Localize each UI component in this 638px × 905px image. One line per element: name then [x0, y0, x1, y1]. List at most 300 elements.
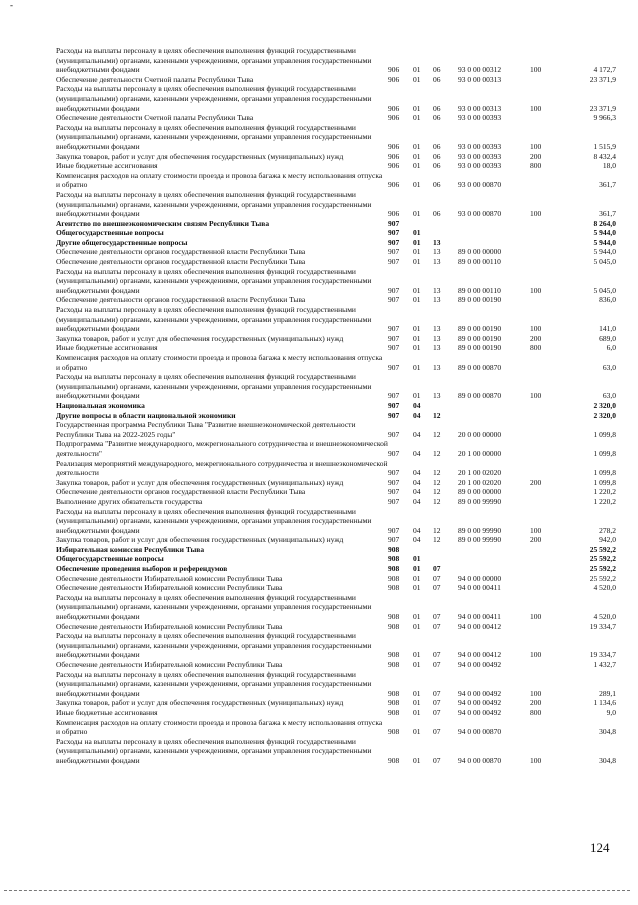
- row-rz: 04: [413, 525, 421, 535]
- row-name: Расходы на выплаты персоналу в целях обеспечения выполнения функций государственными (муниципальными) органами, казенными учреждениями, органами управления государственными внебюджетными фондами: [56, 506, 372, 535]
- row-ved: 907: [388, 487, 400, 497]
- row-rz: 01: [413, 65, 421, 75]
- table-row: [56, 171, 616, 190]
- row-pr: 13: [433, 237, 441, 247]
- row-vr: [530, 411, 566, 421]
- row-name: Компенсация расходов на оплату стоимости проезда и провоза багажа к месту использования отпуска и обратно: [56, 170, 383, 190]
- row-csr: 94 0 00 00411: [458, 583, 501, 593]
- row-pr: 07: [433, 688, 441, 698]
- row-ved: 907: [388, 400, 400, 410]
- row-vr: 100: [530, 391, 542, 401]
- row-rz: [413, 219, 433, 229]
- row-rz: 01: [413, 103, 421, 113]
- row-name: Расходы на выплаты персоналу в целях обеспечения выполнения функций государственными (муниципальными) органами, казенными учреждениями, органами управления государственными внебюджетными фондами: [56, 631, 372, 660]
- row-name: Компенсация расходов на оплату стоимости проезда и провоза багажа к месту использования отпуска и обратно: [56, 717, 383, 737]
- table-row: [56, 497, 616, 507]
- table-row: [56, 372, 616, 401]
- row-name: Национальная экономика: [56, 400, 145, 410]
- row-ved: 906: [388, 65, 400, 75]
- row-csr: 20 1 00 02020: [458, 477, 502, 487]
- row-ved: 906: [388, 103, 400, 113]
- row-rz: 01: [413, 180, 421, 190]
- row-csr: 20 1 00 00000: [458, 448, 502, 458]
- row-vr: [530, 257, 566, 267]
- row-rz: 01: [413, 228, 421, 238]
- row-ved: 908: [388, 698, 400, 708]
- row-ved: 907: [388, 468, 400, 478]
- row-vr: [530, 247, 566, 257]
- row-csr: 89 0 00 99990: [458, 535, 502, 545]
- table-row: [56, 554, 616, 564]
- row-vr: 100: [530, 525, 542, 535]
- row-rz: 04: [413, 468, 421, 478]
- row-ved: 906: [388, 180, 400, 190]
- row-sum: 25 592,2: [589, 544, 616, 554]
- row-name: Расходы на выплаты персоналу в целях обеспечения выполнения функций государственными (муниципальными) органами, казенными учреждениями, органами управления государственными внебюджетными фондами: [56, 122, 372, 151]
- row-sum: 63,0: [602, 362, 616, 372]
- row-csr: 93 0 00 00393: [458, 151, 502, 161]
- row-csr: 20 0 00 00000: [458, 429, 502, 439]
- row-rz: [413, 545, 433, 555]
- table-row: [56, 123, 616, 152]
- row-vr: [530, 459, 566, 478]
- row-vr: [530, 219, 566, 229]
- row-rz: 01: [413, 141, 421, 151]
- row-ved: 907: [388, 333, 400, 343]
- row-vr: 100: [530, 285, 542, 295]
- row-vr: 800: [530, 343, 542, 353]
- row-name: Закупка товаров, работ и услуг для обеспечения государственных (муниципальных) нужд: [56, 477, 344, 487]
- row-csr: 94 0 00 00492: [458, 660, 502, 669]
- row-vr: [530, 554, 566, 564]
- table-row: [56, 478, 616, 488]
- row-pr: [433, 545, 458, 555]
- row-csr: 89 0 00 00000: [458, 487, 502, 497]
- row-ved: 908: [388, 707, 400, 717]
- table-row: [56, 574, 616, 584]
- row-name: Обеспечение деятельности Избирательной комиссии Республики Тыва: [56, 660, 283, 669]
- row-csr: 94 0 00 00412: [458, 621, 502, 631]
- row-csr: [458, 401, 530, 411]
- row-sum: 1 220,2: [593, 496, 616, 506]
- row-rz: 01: [413, 161, 421, 171]
- row-pr: 06: [433, 74, 441, 84]
- row-csr: 20 1 00 02020: [458, 468, 502, 478]
- row-vr: [530, 401, 566, 411]
- row-pr: 06: [433, 65, 441, 75]
- budget-table-body: [56, 46, 616, 766]
- row-ved: 907: [388, 228, 400, 238]
- row-sum: 5 944,0: [593, 237, 616, 247]
- row-vr: 200: [530, 698, 542, 708]
- row-ved: 908: [388, 544, 400, 554]
- row-ved: 906: [388, 113, 400, 123]
- row-sum: 63,0: [602, 391, 616, 401]
- row-pr: 07: [433, 573, 441, 583]
- row-name: Обеспечение деятельности органов государственной власти Республики Тыва: [56, 257, 306, 267]
- row-sum: 1 099,8: [593, 477, 616, 487]
- row-csr: 94 0 00 00870: [458, 727, 502, 737]
- row-pr: 13: [433, 391, 441, 401]
- row-pr: 06: [433, 209, 441, 219]
- row-sum: 304,8: [599, 755, 616, 765]
- row-csr: 89 0 00 00190: [458, 343, 502, 353]
- row-rz: 04: [413, 448, 421, 458]
- row-ved: 907: [388, 477, 400, 487]
- row-sum: 19 334,7: [589, 621, 616, 631]
- row-vr: 800: [530, 161, 542, 171]
- row-sum: 5 045,0: [593, 285, 616, 295]
- row-name: Закупка товаров, работ и услуг для обеспечения государственных (муниципальных) нужд: [56, 333, 344, 343]
- row-ved: 906: [388, 209, 400, 219]
- table-row: [56, 631, 616, 660]
- row-rz: 01: [413, 333, 421, 343]
- row-csr: 94 0 00 00000: [458, 573, 502, 583]
- row-pr: 13: [433, 295, 441, 305]
- table-row: [56, 583, 616, 593]
- row-sum: 1 134,6: [593, 698, 616, 708]
- row-rz: 01: [413, 554, 421, 564]
- table-row: [56, 401, 616, 411]
- row-pr: 12: [433, 487, 441, 497]
- row-pr: [433, 219, 458, 229]
- row-name: Общегосударственные вопросы: [56, 554, 164, 564]
- row-csr: 93 0 00 00870: [458, 209, 502, 219]
- row-name: Расходы на выплаты персоналу в целях обеспечения выполнения функций государственными (муниципальными) органами, казенными учреждениями, органами управления государственными внебюджетными фондами: [56, 266, 372, 295]
- row-ved: 908: [388, 650, 400, 660]
- row-rz: 04: [413, 487, 421, 497]
- row-vr: [530, 171, 566, 190]
- row-pr: 06: [433, 161, 441, 171]
- row-csr: 89 0 00 00190: [458, 324, 502, 334]
- row-sum: 2 320,0: [593, 410, 616, 420]
- row-ved: 908: [388, 564, 400, 574]
- row-pr: 07: [433, 650, 441, 660]
- row-name: Обеспечение деятельности Избирательной комиссии Республики Тыва: [56, 573, 283, 583]
- row-sum: 278,2: [599, 525, 616, 535]
- row-sum: 25 592,2: [589, 573, 616, 583]
- row-vr: [530, 718, 566, 737]
- row-csr: 89 0 00 99990: [458, 496, 502, 506]
- row-csr: 94 0 00 00870: [458, 755, 502, 765]
- row-sum: 4 520,0: [593, 612, 616, 622]
- row-ved: 907: [388, 525, 400, 535]
- row-pr: 12: [433, 477, 441, 487]
- table-row: [56, 257, 616, 267]
- row-ved: 908: [388, 554, 400, 564]
- table-row: [56, 535, 616, 545]
- row-name: Обеспечение деятельности Избирательной комиссии Республики Тыва: [56, 583, 283, 593]
- table-row: [56, 439, 616, 458]
- table-row: [56, 411, 616, 421]
- row-csr: 89 0 00 00190: [458, 333, 502, 343]
- row-rz: 01: [413, 698, 421, 708]
- row-vr: [530, 660, 566, 670]
- row-csr: 89 0 00 00000: [458, 247, 502, 257]
- row-pr: 13: [433, 257, 441, 267]
- row-csr: 93 0 00 00312: [458, 65, 502, 75]
- row-name: Агентство по внешнеэкономическим связям Республики Тыва: [56, 218, 270, 228]
- row-pr: 07: [433, 621, 441, 631]
- row-csr: [458, 228, 530, 238]
- table-row: [56, 545, 616, 555]
- row-name: Расходы на выплаты персоналу в целях обеспечения выполнения функций государственными (муниципальными) органами, казенными учреждениями, органами управления государственными внебюджетными фондами: [56, 305, 372, 334]
- row-sum: 18,0: [602, 161, 616, 171]
- row-sum: 289,1: [599, 688, 616, 698]
- row-name: Расходы на выплаты персоналу в целях обеспечения выполнения функций государственными (муниципальными) органами, казенными учреждениями, органами управления государственными внебюджетными фондами: [56, 592, 372, 622]
- row-rz: 01: [413, 247, 421, 257]
- row-vr: 200: [530, 333, 542, 343]
- row-sum: 836,0: [599, 295, 616, 305]
- row-rz: 01: [413, 621, 421, 631]
- corner-mark: -: [10, 0, 13, 10]
- row-vr: [530, 545, 566, 555]
- row-name: Закупка товаров, работ и услуг для обеспечения государственных (муниципальных) нужд: [56, 535, 344, 545]
- row-pr: 12: [433, 429, 441, 439]
- row-pr: 13: [433, 343, 441, 353]
- row-sum: 1 432,7: [593, 660, 616, 669]
- row-csr: 94 0 00 00412: [458, 650, 502, 660]
- row-csr: 94 0 00 00492: [458, 688, 502, 698]
- row-ved: 907: [388, 535, 400, 545]
- row-rz: 01: [413, 727, 421, 737]
- row-rz: 04: [413, 410, 421, 420]
- row-ved: 907: [388, 429, 400, 439]
- row-ved: 907: [388, 237, 400, 247]
- row-ved: 906: [388, 151, 400, 161]
- row-name: Обеспечение деятельности Избирательной комиссии Республики Тыва: [56, 621, 283, 631]
- row-rz: 01: [413, 583, 421, 593]
- row-name: Расходы на выплаты персоналу в целях обеспечения выполнения функций государственными (муниципальными) органами, казенными учреждениями, органами управления государственными внебюджетными фондами: [56, 46, 372, 75]
- row-sum: 23 371,9: [589, 103, 616, 113]
- row-sum: 141,0: [599, 324, 616, 334]
- row-csr: 89 0 00 00190: [458, 295, 502, 305]
- row-ved: 907: [388, 410, 400, 420]
- row-sum: 9,0: [606, 707, 616, 717]
- row-ved: 908: [388, 688, 400, 698]
- row-name: Расходы на выплаты персоналу в целях обеспечения выполнения функций государственными (муниципальными) органами, казенными учреждениями, органами управления государственными внебюджетными фондами: [56, 189, 372, 219]
- row-name: Иные бюджетные ассигнования: [56, 707, 158, 717]
- row-name: Реализация мероприятий международного, межрегионального сотрудничества и внешнеэкономической деятельности: [56, 458, 388, 478]
- row-name: Расходы на выплаты персоналу в целях обеспечения выполнения функций государственными (муниципальными) органами, казенными учреждениями, органами управления государственными внебюджетными фондами: [56, 669, 372, 698]
- row-pr: 07: [433, 755, 441, 765]
- row-ved: 907: [388, 343, 400, 353]
- row-name: Расходы на выплаты персоналу в целях обеспечения выполнения функций государственными (муниципальными) органами, казенными учреждениями, органами управления государственными внебюджетными фондами: [56, 84, 372, 113]
- row-rz: 04: [413, 477, 421, 487]
- row-pr: 06: [433, 113, 441, 123]
- row-ved: 908: [388, 727, 400, 737]
- row-csr: 93 0 00 00870: [458, 180, 502, 190]
- row-vr: 100: [530, 612, 542, 622]
- row-rz: 01: [413, 707, 421, 717]
- row-name: Другие вопросы в области национальной экономики: [56, 410, 236, 420]
- row-rz: 04: [413, 535, 421, 545]
- table-row: [56, 593, 616, 622]
- row-ved: 908: [388, 660, 400, 669]
- row-name: Государственная программа Республики Тыва "Развитие внешнеэкономической деятельности Республики Тыва на 2022-2025 годы": [56, 420, 356, 439]
- row-vr: [530, 583, 566, 593]
- row-sum: 8 432,4: [593, 151, 616, 161]
- table-row: [56, 420, 616, 439]
- table-row: [56, 343, 616, 353]
- row-name: Обеспечение деятельности Счетной палаты Республики Тыва: [56, 113, 254, 123]
- row-rz: 01: [413, 324, 421, 334]
- row-rz: 01: [413, 295, 421, 305]
- row-csr: 89 0 00 99990: [458, 525, 502, 535]
- row-pr: 13: [433, 333, 441, 343]
- row-vr: [530, 574, 566, 584]
- row-pr: 06: [433, 141, 441, 151]
- row-pr: 12: [433, 410, 441, 420]
- row-rz: 01: [413, 151, 421, 161]
- row-vr: [530, 295, 566, 305]
- row-pr: 07: [433, 660, 441, 669]
- table-row: [56, 161, 616, 171]
- row-csr: 94 0 00 00411: [458, 612, 501, 622]
- row-pr: 12: [433, 468, 441, 478]
- row-vr: [530, 564, 566, 574]
- row-csr: 93 0 00 00393: [458, 141, 502, 151]
- row-rz: 01: [413, 257, 421, 267]
- row-csr: 89 0 00 00110: [458, 257, 501, 267]
- row-rz: 01: [413, 612, 421, 622]
- row-rz: 01: [413, 74, 421, 84]
- table-row: [56, 718, 616, 737]
- row-pr: 07: [433, 583, 441, 593]
- row-pr: 06: [433, 180, 441, 190]
- table-row: [56, 152, 616, 162]
- table-row: [56, 228, 616, 238]
- row-sum: 5 045,0: [593, 257, 616, 267]
- row-sum: 304,8: [599, 727, 616, 737]
- row-rz: 04: [413, 429, 421, 439]
- row-sum: 1 099,8: [593, 448, 616, 458]
- row-sum: 1 099,8: [593, 429, 616, 439]
- row-sum: 23 371,9: [589, 74, 616, 84]
- table-row: [56, 737, 616, 766]
- row-sum: 4 172,7: [593, 65, 616, 75]
- table-row: [56, 190, 616, 219]
- row-vr: 100: [530, 141, 542, 151]
- row-pr: 13: [433, 324, 441, 334]
- row-name: Иные бюджетные ассигнования: [56, 161, 158, 171]
- row-csr: 89 0 00 00870: [458, 362, 502, 372]
- row-sum: 9 966,3: [593, 113, 616, 123]
- row-rz: 01: [413, 113, 421, 123]
- row-sum: 1 515,9: [593, 141, 616, 151]
- row-name: Обеспечение деятельности органов государственной власти Республики Тыва: [56, 295, 306, 305]
- row-ved: 907: [388, 362, 400, 372]
- row-vr: [530, 497, 566, 507]
- row-csr: 94 0 00 00492: [458, 698, 502, 708]
- row-csr: 94 0 00 00492: [458, 707, 502, 717]
- row-sum: 361,7: [599, 209, 616, 219]
- row-sum: 689,0: [599, 333, 616, 343]
- row-sum: 2 320,0: [593, 400, 616, 410]
- row-vr: [530, 353, 566, 372]
- table-row: [56, 267, 616, 296]
- row-vr: 100: [530, 755, 542, 765]
- row-ved: 907: [388, 218, 400, 228]
- row-csr: 89 0 00 00870: [458, 391, 502, 401]
- row-ved: 907: [388, 257, 400, 267]
- row-name: Расходы на выплаты персоналу в целях обеспечения выполнения функций государственными (муниципальными) органами, казенными учреждениями, органами управления государственными внебюджетными фондами: [56, 372, 372, 401]
- row-sum: 25 592,2: [589, 554, 616, 564]
- footer-divider: [4, 890, 630, 891]
- row-vr: [530, 75, 566, 85]
- row-pr: 07: [433, 727, 441, 737]
- row-ved: 908: [388, 621, 400, 631]
- table-row: [56, 670, 616, 699]
- row-pr: 07: [433, 698, 441, 708]
- row-vr: 100: [530, 209, 542, 219]
- table-row: [56, 305, 616, 334]
- row-csr: 93 0 00 00313: [458, 103, 502, 113]
- row-rz: 01: [413, 564, 421, 574]
- row-vr: [530, 439, 566, 458]
- row-rz: 01: [413, 391, 421, 401]
- row-ved: 907: [388, 448, 400, 458]
- table-row: [56, 84, 616, 113]
- row-rz: 01: [413, 285, 421, 295]
- row-pr: [433, 228, 458, 238]
- table-row: [56, 334, 616, 344]
- row-sum: 942,0: [599, 535, 616, 545]
- row-vr: 100: [530, 103, 542, 113]
- row-csr: [458, 238, 530, 248]
- row-pr: 07: [433, 564, 441, 574]
- row-vr: [530, 487, 566, 497]
- row-rz: 01: [413, 209, 421, 219]
- row-csr: 93 0 00 00393: [458, 161, 502, 171]
- row-csr: [458, 564, 530, 574]
- table-row: [56, 698, 616, 708]
- row-ved: 907: [388, 496, 400, 506]
- table-row: [56, 564, 616, 574]
- table-row: [56, 113, 616, 123]
- row-csr: 93 0 00 00393: [458, 113, 502, 123]
- row-vr: 100: [530, 688, 542, 698]
- row-name: Компенсация расходов на оплату стоимости проезда и провоза багажа к месту использования отпуска и обратно: [56, 353, 383, 372]
- row-pr: 06: [433, 103, 441, 113]
- row-pr: 06: [433, 151, 441, 161]
- row-ved: 908: [388, 573, 400, 583]
- row-rz: 01: [413, 362, 421, 372]
- budget-table: [56, 46, 616, 766]
- row-name: Иные бюджетные ассигнования: [56, 343, 158, 353]
- table-row: [56, 353, 616, 372]
- row-sum: 25 592,2: [589, 564, 616, 574]
- table-row: [56, 708, 616, 718]
- row-name: Другие общегосударственные вопросы: [56, 237, 188, 247]
- row-rz: 01: [413, 343, 421, 353]
- row-ved: 907: [388, 285, 400, 295]
- row-name: Закупка товаров, работ и услуг для обеспечения государственных (муниципальных) нужд: [56, 151, 344, 161]
- row-sum: 8 264,0: [593, 218, 616, 228]
- row-pr: 07: [433, 612, 441, 622]
- row-pr: 13: [433, 362, 441, 372]
- row-pr: 12: [433, 448, 441, 458]
- table-row: [56, 75, 616, 85]
- row-vr: 200: [530, 151, 542, 161]
- row-vr: 100: [530, 650, 542, 660]
- row-ved: 908: [388, 755, 400, 765]
- row-name: Общегосударственные вопросы: [56, 228, 164, 238]
- row-pr: 12: [433, 496, 441, 506]
- row-csr: 93 0 00 00313: [458, 74, 502, 84]
- table-row: [56, 238, 616, 248]
- row-name: Избирательная комиссия Республики Тыва: [56, 544, 205, 554]
